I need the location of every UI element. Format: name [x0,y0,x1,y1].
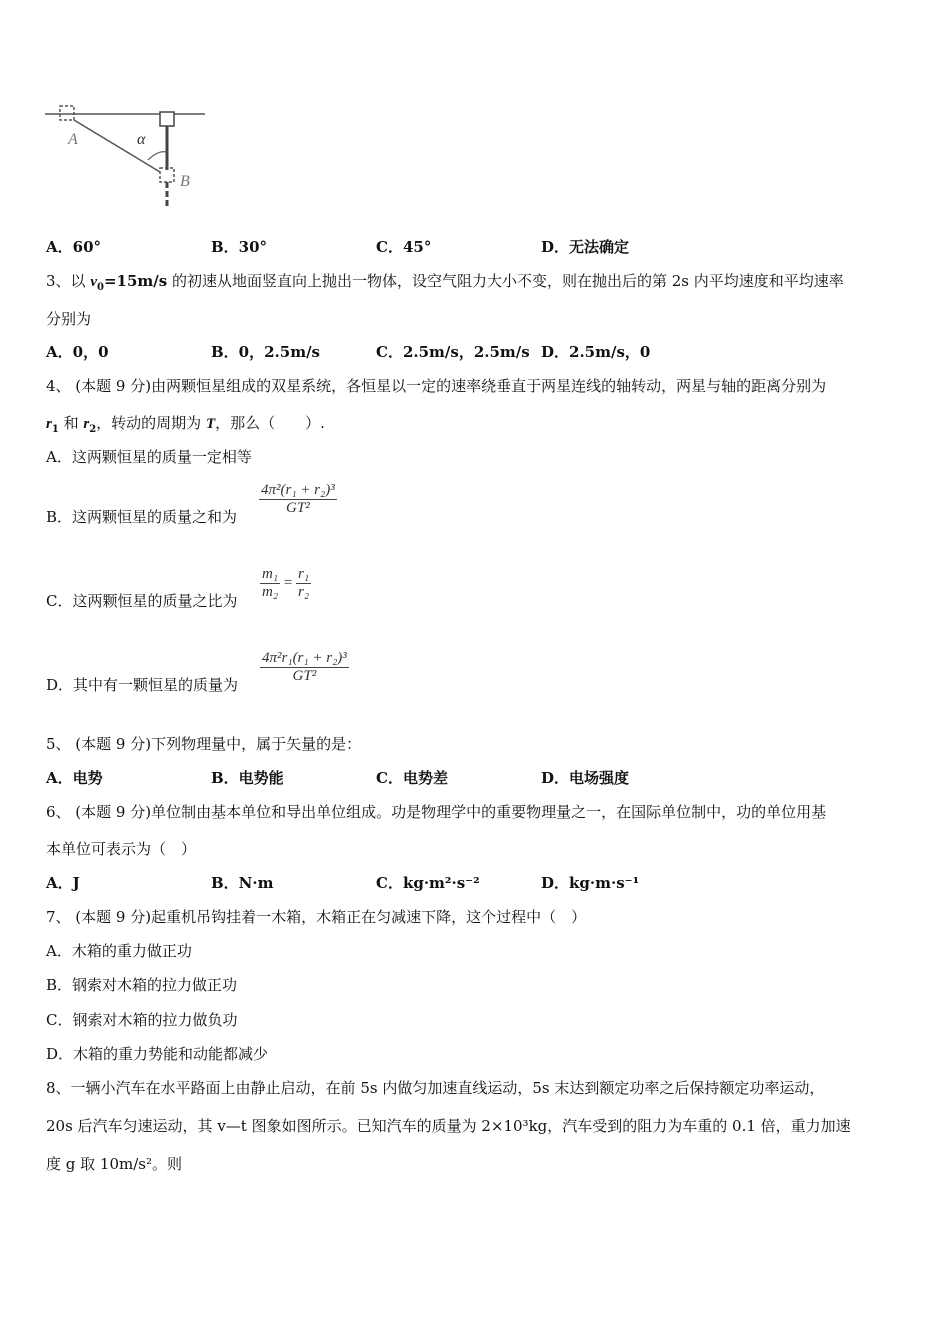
q4-stem-line2: $r_1$ 和 $r_2$，转动的周期为 T，那么（ ）. [46,414,325,435]
q5-option-c: C．电势差 [376,769,448,787]
position-a-dashed-box [60,106,74,120]
q5-option-a: A．电势 [46,769,103,787]
q4-option-b: B．这两颗恒星的质量之和为 [46,508,238,526]
q7-option-a: A．木箱的重力做正功 [46,942,192,960]
q4-option-c: C．这两颗恒星的质量之比为 [46,592,238,610]
pendulum-figure [40,100,220,215]
q4-option-a: A．这两颗恒星的质量一定相等 [46,448,252,466]
q6-option-a: A．J [46,874,80,892]
q4-formula-c: $\frac{\text{m₁}}{\text{m₂}}$ = $\frac{\text{r₁}}{\text{r₂}}$ [262,566,310,600]
position-b-dashed-box [160,168,174,182]
q7-option-d: D．木箱的重力势能和动能都减少 [46,1045,269,1063]
q4-stem-line1: 4、 (本题 9 分)由两颗恒星组成的双星系统，各恒星以一定的速率绕垂直于两星连线的轴转动，两星与轴的距离分别为 [46,377,827,395]
q7-option-b: B．钢索对木箱的拉力做正功 [46,976,238,994]
label-b: B [180,173,190,190]
q2-option-c: C．45° [376,238,432,256]
q3-option-c: C．2.5m/s，2.5m/s [376,343,530,361]
label-alpha: α [137,131,146,148]
q3-stem-line1: 3、以 $v_0=15m/s$ 的初速从地面竖直向上抛出一物体，设空气阻力大小不变，则在抛出后的第 2s 内平均速度和平均速率 [46,272,844,293]
q5-stem: 5、 (本题 9 分)下列物理量中，属于矢量的是： [46,735,362,753]
q4-formula-d: $\frac{\text{4π²r₁(r₁ + r₂)³}}{\text{GT²}}$ [262,650,347,684]
q8-stem-line2: 20s 后汽车匀速运动，其 v—t 图象如图所示。已知汽车的质量为 2×10³kg，汽车受到的阻力为车重的 0.1 倍，重力加速 [46,1117,851,1135]
q6-option-d: D．kg·m·s⁻¹ [541,874,640,892]
q6-stem-line2: 本单位可表示为（ ） [46,840,197,858]
q7-option-c: C．钢索对木箱的拉力做负功 [46,1011,238,1029]
pivot-box [160,112,174,126]
q3-option-a: A．0，0 [46,343,109,361]
q2-option-d: D．无法确定 [541,238,630,256]
q6-option-c: C．kg·m²·s⁻² [376,874,480,892]
q3-stem-line2: 分别为 [46,310,92,328]
q2-option-b: B．30° [211,238,268,256]
q8-stem-line1: 8、一辆小汽车在水平路面上由静止启动，在前 5s 内做匀加速直线运动，5s 末达到额定功率之后保持额定功率运动， [46,1079,825,1097]
q4-option-d: D．其中有一颗恒星的质量为 [46,676,239,694]
q6-option-b: B．N·m [211,874,274,892]
q6-stem-line1: 6、 (本题 9 分)单位制由基本单位和导出单位组成。功是物理学中的重要物理量之一，在国际单位制中，功的单位用基 [46,803,827,821]
q7-stem: 7、 (本题 9 分)起重机吊钩挂着一木箱，木箱正在匀减速下降，这个过程中（ ） [46,908,587,926]
q3-option-d: D．2.5m/s，0 [541,343,651,361]
label-a: A [68,131,78,148]
q2-option-a: A．60° [46,238,102,256]
q5-option-b: B．电势能 [211,769,284,787]
q8-stem-line3: 度 g 取 10m/s²。则 [46,1155,182,1173]
q3-option-b: B．0，2.5m/s [211,343,321,361]
q5-option-d: D．电场强度 [541,769,630,787]
q4-formula-b: $\frac{\text{4π²(r₁ + r₂)³}}{\text{GT²}}$ [261,482,335,516]
